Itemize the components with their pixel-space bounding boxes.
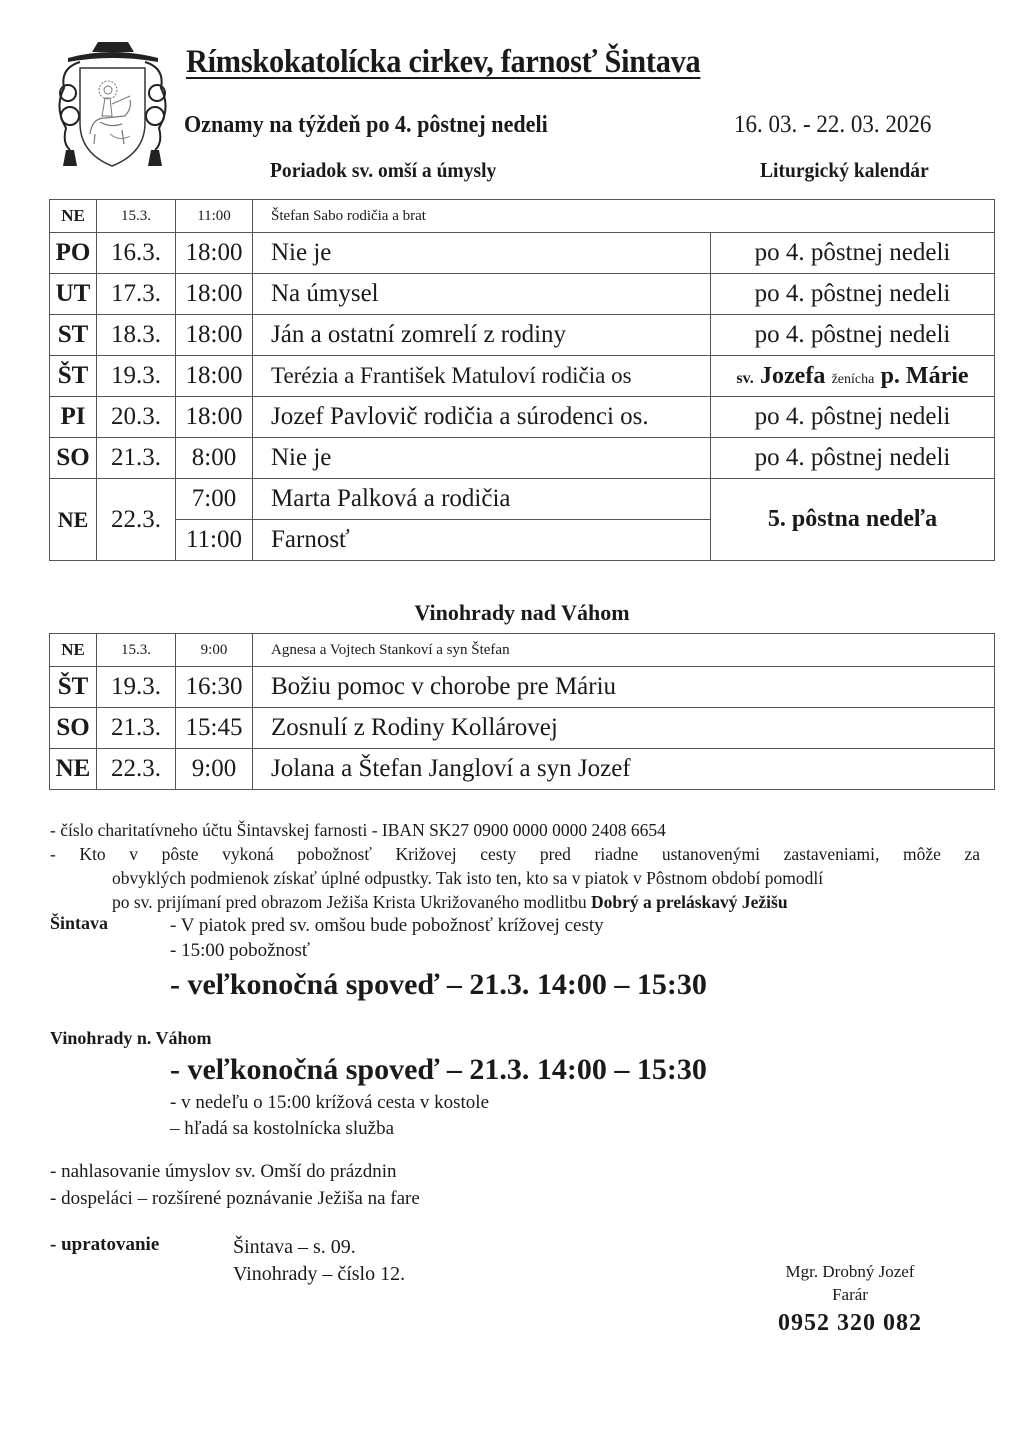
date-cell: 15.3. bbox=[97, 200, 176, 233]
date-cell: 19.3. bbox=[97, 667, 176, 708]
time-cell: 9:00 bbox=[176, 749, 253, 790]
day-cell: ST bbox=[50, 315, 97, 356]
signature-block bbox=[755, 1260, 945, 1340]
day-cell: PO bbox=[50, 233, 97, 274]
intention-cell: Ján a ostatní zomrelí z rodiny bbox=[253, 315, 711, 356]
time-cell: 18:00 bbox=[176, 315, 253, 356]
intention-cell: Farnosť bbox=[253, 520, 711, 561]
time-cell: 8:00 bbox=[176, 438, 253, 479]
liturgy-cell: po 4. pôstnej nedeli bbox=[710, 233, 994, 274]
day-cell: SO bbox=[50, 438, 97, 479]
liturgy-saint: Jozefa bbox=[760, 363, 826, 389]
list-item: - 15:00 pobožnosť bbox=[170, 940, 311, 961]
liturgy-cell: po 4. pôstnej nedeli bbox=[710, 397, 994, 438]
indulgence-note-line2: obvyklých podmienok získať úplné odpustky. Tak isto ten, kto sa v piatok v Pôstnom období pomodlí bbox=[112, 868, 824, 888]
table-row bbox=[50, 397, 995, 438]
time-cell: 18:00 bbox=[176, 397, 253, 438]
table-row bbox=[50, 274, 995, 315]
cleaning-items bbox=[233, 1234, 405, 1288]
notes-block bbox=[50, 818, 980, 914]
vinohrady-section-label: Vinohrady n. Váhom bbox=[50, 1028, 212, 1048]
intention-cell: Božiu pomoc v chorobe pre Máriu bbox=[253, 667, 995, 708]
parish-coat-of-arms-icon bbox=[50, 38, 175, 173]
mass-schedule-heading: Poriadok sv. omší a úmysly bbox=[270, 158, 497, 182]
table-row bbox=[50, 479, 995, 520]
time-cell: 18:00 bbox=[176, 356, 253, 397]
date-cell: 21.3. bbox=[97, 708, 176, 749]
indulgence-text: po sv. prijímaní pred obrazom Ježiša Krista Ukrižovaného modlitbu bbox=[112, 892, 587, 912]
table-row bbox=[50, 233, 995, 274]
day-cell: ŠT bbox=[50, 356, 97, 397]
indulgence-note-line1: - Kto v pôste vykoná pobožnosť Križovej cesty pred riadne ustanovenými zastaveniami, môže za bbox=[50, 844, 980, 864]
liturgy-prefix: sv. bbox=[736, 370, 754, 387]
list-item: - V piatok pred sv. omšou bude pobožnosť krížovej cesty bbox=[170, 915, 604, 936]
intention-cell: Štefan Sabo rodičia a brat bbox=[253, 200, 995, 233]
table-row bbox=[50, 749, 995, 790]
time-cell: 11:00 bbox=[176, 520, 253, 561]
date-cell: 15.3. bbox=[97, 634, 176, 667]
liturgy-cell: po 4. pôstnej nedeli bbox=[710, 438, 994, 479]
day-cell: NE bbox=[50, 479, 97, 561]
liturgy-cell: po 4. pôstnej nedeli bbox=[710, 274, 994, 315]
time-cell: 16:30 bbox=[176, 667, 253, 708]
list-item: - nahlasovanie úmyslov sv. Omší do prázdnin bbox=[50, 1161, 397, 1182]
prayer-name: Dobrý a preláskavý Ježišu bbox=[591, 892, 788, 912]
vinohrady-schedule-table bbox=[49, 633, 995, 790]
intention-cell: Marta Palková a rodičia bbox=[253, 479, 711, 520]
intention-cell: Agnesa a Vojtech Stankoví a syn Štefan bbox=[253, 634, 995, 667]
priest-role: Farár bbox=[832, 1285, 868, 1304]
table-row bbox=[50, 438, 995, 479]
date-cell: 22.3. bbox=[97, 479, 176, 561]
table-row bbox=[50, 315, 995, 356]
liturgy-connector: ženícha bbox=[831, 372, 875, 387]
date-range: 16. 03. - 22. 03. 2026 bbox=[734, 111, 932, 138]
vinohrady-table-title: Vinohrady nad Váhom bbox=[414, 600, 630, 625]
time-cell: 18:00 bbox=[176, 274, 253, 315]
cleaning-label: - upratovanie bbox=[50, 1234, 160, 1255]
sintava-section-items bbox=[170, 913, 707, 1005]
page-title: Rímskokatolícka cirkev, farnosť Šintava bbox=[186, 44, 701, 80]
table-row bbox=[50, 708, 995, 749]
date-cell: 18.3. bbox=[97, 315, 176, 356]
time-cell: 7:00 bbox=[176, 479, 253, 520]
date-cell: 19.3. bbox=[97, 356, 176, 397]
day-cell: NE bbox=[50, 634, 97, 667]
date-cell: 22.3. bbox=[97, 749, 176, 790]
list-item: Šintava – s. 09. bbox=[233, 1236, 356, 1258]
phone-number: 0952 320 082 bbox=[778, 1310, 922, 1336]
day-cell: PI bbox=[50, 397, 97, 438]
confession-highlight: - veľkonočná spoveď – 21.3. 14:00 – 15:30 bbox=[170, 1053, 707, 1086]
intention-cell: Terézia a František Matuloví rodičia os bbox=[253, 356, 711, 397]
time-cell: 15:45 bbox=[176, 708, 253, 749]
date-cell: 17.3. bbox=[97, 274, 176, 315]
misc-notes bbox=[50, 1158, 420, 1212]
priest-name: Mgr. Drobný Jozef bbox=[785, 1262, 915, 1281]
intention-cell: Na úmysel bbox=[253, 274, 711, 315]
sintava-section-label: Šintava bbox=[50, 913, 109, 933]
table-row bbox=[50, 200, 995, 233]
table-row bbox=[50, 667, 995, 708]
liturgy-suffix: p. Márie bbox=[880, 363, 969, 389]
sintava-schedule-table bbox=[49, 199, 995, 561]
intention-cell: Jozef Pavlovič rodičia a súrodenci os. bbox=[253, 397, 711, 438]
liturgical-calendar-heading: Liturgický kalendár bbox=[760, 158, 929, 182]
intention-cell: Nie je bbox=[253, 438, 711, 479]
intention-cell: Jolana a Štefan Jangloví a syn Jozef bbox=[253, 749, 995, 790]
confession-highlight: - veľkonočná spoveď – 21.3. 14:00 – 15:30 bbox=[170, 968, 707, 1001]
time-cell: 18:00 bbox=[176, 233, 253, 274]
day-cell: ŠT bbox=[50, 667, 97, 708]
day-cell: SO bbox=[50, 708, 97, 749]
list-item: - dospeláci – rozšírené poznávanie Ježiša na fare bbox=[50, 1188, 420, 1209]
day-cell: NE bbox=[50, 200, 97, 233]
liturgy-cell: po 4. pôstnej nedeli bbox=[710, 315, 994, 356]
liturgy-cell: 5. pôstna nedeľa bbox=[710, 479, 994, 561]
liturgy-cell bbox=[710, 356, 994, 397]
intention-cell: Nie je bbox=[253, 233, 711, 274]
date-cell: 21.3. bbox=[97, 438, 176, 479]
indulgence-note-line3 bbox=[50, 890, 980, 914]
iban-note: - číslo charitatívneho účtu Šintavskej farnosti - IBAN SK27 0900 0000 0000 2408 6654 bbox=[50, 820, 666, 840]
time-cell: 11:00 bbox=[176, 200, 253, 233]
subtitle: Oznamy na týždeň po 4. pôstnej nedeli bbox=[184, 112, 548, 138]
vinohrady-section-items bbox=[170, 1050, 707, 1142]
day-cell: UT bbox=[50, 274, 97, 315]
date-cell: 20.3. bbox=[97, 397, 176, 438]
time-cell: 9:00 bbox=[176, 634, 253, 667]
list-item: Vinohrady – číslo 12. bbox=[233, 1263, 406, 1285]
list-item: - v nedeľu o 15:00 krížová cesta v kostole bbox=[170, 1092, 490, 1113]
list-item: – hľadá sa kostolnícka služba bbox=[170, 1118, 395, 1139]
date-cell: 16.3. bbox=[97, 233, 176, 274]
intention-cell: Zosnulí z Rodiny Kollárovej bbox=[253, 708, 995, 749]
table-row bbox=[50, 356, 995, 397]
table-row bbox=[50, 634, 995, 667]
day-cell: NE bbox=[50, 749, 97, 790]
